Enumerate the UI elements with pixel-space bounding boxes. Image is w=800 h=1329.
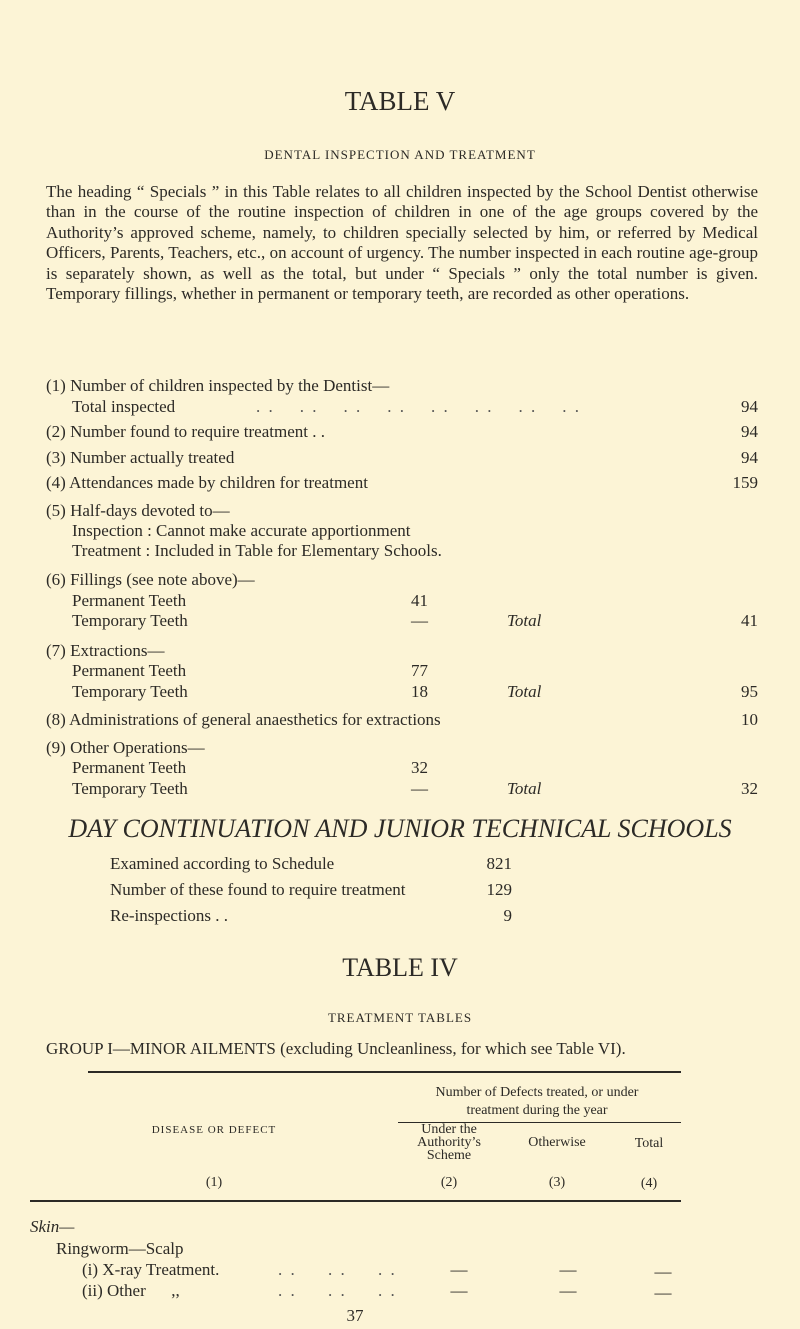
item-8-value: 10 bbox=[741, 710, 758, 729]
day-row-label: Examined according to Schedule bbox=[110, 854, 335, 873]
item-5-treatment: Treatment : Included in Table for Elementary Schools. bbox=[72, 541, 442, 560]
item-7-temp-value: 18 bbox=[411, 682, 428, 701]
item-6-total-label: Total bbox=[507, 611, 542, 630]
item-6-perm-value: 41 bbox=[411, 591, 428, 610]
col-header-authority bbox=[417, 1123, 481, 1162]
item-9-perm-label: Permanent Teeth bbox=[72, 758, 187, 777]
item-7-total-label: Total bbox=[507, 682, 542, 701]
row-cell: — bbox=[559, 1260, 577, 1279]
item-6-temp-value: — bbox=[411, 611, 428, 630]
section-skin: Skin— bbox=[30, 1217, 75, 1236]
item-9-temp-value: — bbox=[411, 779, 428, 798]
item-7-temp-label: Temporary Teeth bbox=[72, 682, 188, 701]
table-iv-title: TABLE IV bbox=[342, 953, 458, 982]
span-header: Number of Defects treated, or under bbox=[435, 1085, 639, 1100]
item-7-perm-value: 77 bbox=[411, 661, 428, 680]
table-iv-subtitle: TREATMENT TABLES bbox=[327, 1010, 473, 1025]
col-header-line: Authority’s bbox=[417, 1135, 481, 1150]
col-header-total: Total bbox=[634, 1136, 664, 1151]
item-4: (4) Attendances made by children for treatment bbox=[46, 473, 368, 492]
item-1-total-label: Total inspected bbox=[72, 397, 176, 416]
day-row-label: Re-inspections . . bbox=[110, 906, 229, 925]
row-cell: — bbox=[654, 1283, 672, 1302]
col-header-disease: DISEASE OR DEFECT bbox=[151, 1124, 277, 1136]
item-6-temp-label: Temporary Teeth bbox=[72, 611, 188, 630]
leader-dots: . . . . . . . . . . . . . . . . bbox=[256, 397, 581, 416]
item-9: (9) Other Operations— bbox=[46, 738, 205, 757]
item-7-total-value: 95 bbox=[741, 682, 758, 701]
header-bottom-rule bbox=[30, 1200, 681, 1202]
col-header-otherwise: Otherwise bbox=[528, 1135, 586, 1150]
col-number: (2) bbox=[440, 1175, 458, 1190]
row-cell: — bbox=[450, 1281, 468, 1300]
col-number: (1) bbox=[205, 1175, 223, 1190]
row-label: (i) X-ray Treatment. bbox=[82, 1260, 220, 1279]
table-v-subtitle: DENTAL INSPECTION AND TREATMENT bbox=[264, 147, 536, 162]
day-row-value: 129 bbox=[486, 880, 512, 899]
col-number: (4) bbox=[640, 1176, 658, 1191]
table-v-title: TABLE V bbox=[344, 86, 456, 116]
intro-paragraph: The heading “ Specials ” in this Table relates to all children inspected by the School Dentist otherwise than in the course of the routine inspection of children in one of the age groups covered by the Authority’s approved scheme, namely, to children specially selected by him, or referred by Medical Officers, Parents, Teachers, etc., on account of urgency. The number inspected in each routine age-group is separately shown, as well as the total, but under “ Specials ” only the total number is given. Temporary fillings, whether in permanent or temporary teeth, are recorded as other operations. bbox=[46, 182, 758, 304]
day-row-label: Number of these found to require treatment bbox=[110, 880, 406, 899]
item-5: (5) Half-days devoted to— bbox=[46, 501, 230, 520]
subsection-ringworm: Ringworm—Scalp bbox=[56, 1239, 184, 1258]
leader-dots: . . . . . . bbox=[278, 1260, 397, 1279]
group-heading: GROUP I—MINOR AILMENTS (excluding Uncleanliness, for which see Table VI). bbox=[46, 1039, 626, 1058]
item-8: (8) Administrations of general anaesthetics for extractions bbox=[46, 710, 441, 729]
item-1: (1) Number of children inspected by the Dentist— bbox=[46, 376, 390, 395]
item-1-value: 94 bbox=[741, 397, 758, 416]
item-9-total-value: 32 bbox=[741, 779, 758, 798]
day-row-value: 821 bbox=[486, 854, 512, 873]
item-7: (7) Extractions— bbox=[46, 641, 165, 660]
item-6-total-value: 41 bbox=[741, 611, 758, 630]
item-9-temp-label: Temporary Teeth bbox=[72, 779, 188, 798]
row-cell: — bbox=[450, 1260, 468, 1279]
item-2-value: 94 bbox=[741, 422, 758, 441]
span-header: treatment during the year bbox=[466, 1103, 608, 1118]
item-4-value: 159 bbox=[732, 473, 758, 492]
item-2: (2) Number found to require treatment . . bbox=[46, 422, 325, 441]
row-label: (ii) Other ,, bbox=[82, 1281, 180, 1300]
day-schools-title: DAY CONTINUATION AND JUNIOR TECHNICAL SCHOOLS bbox=[68, 814, 732, 843]
day-row-value: 9 bbox=[503, 906, 512, 925]
row-cell: — bbox=[654, 1262, 672, 1281]
col-header-line: Scheme bbox=[426, 1148, 472, 1163]
item-5-inspection: Inspection : Cannot make accurate apportionment bbox=[72, 521, 411, 540]
item-6-perm-label: Permanent Teeth bbox=[72, 591, 187, 610]
table-top-rule bbox=[88, 1071, 681, 1073]
row-cell: — bbox=[559, 1281, 577, 1300]
item-3-value: 94 bbox=[741, 448, 758, 467]
item-3: (3) Number actually treated bbox=[46, 448, 235, 467]
item-7-perm-label: Permanent Teeth bbox=[72, 661, 187, 680]
leader-dots: . . . . . . bbox=[278, 1281, 397, 1300]
page-number: 37 bbox=[346, 1306, 364, 1325]
item-9-total-label: Total bbox=[507, 779, 542, 798]
item-6: (6) Fillings (see note above)— bbox=[46, 570, 255, 589]
col-number: (3) bbox=[548, 1175, 566, 1190]
item-9-perm-value: 32 bbox=[411, 758, 428, 777]
col-header-line: Under the bbox=[421, 1122, 477, 1137]
